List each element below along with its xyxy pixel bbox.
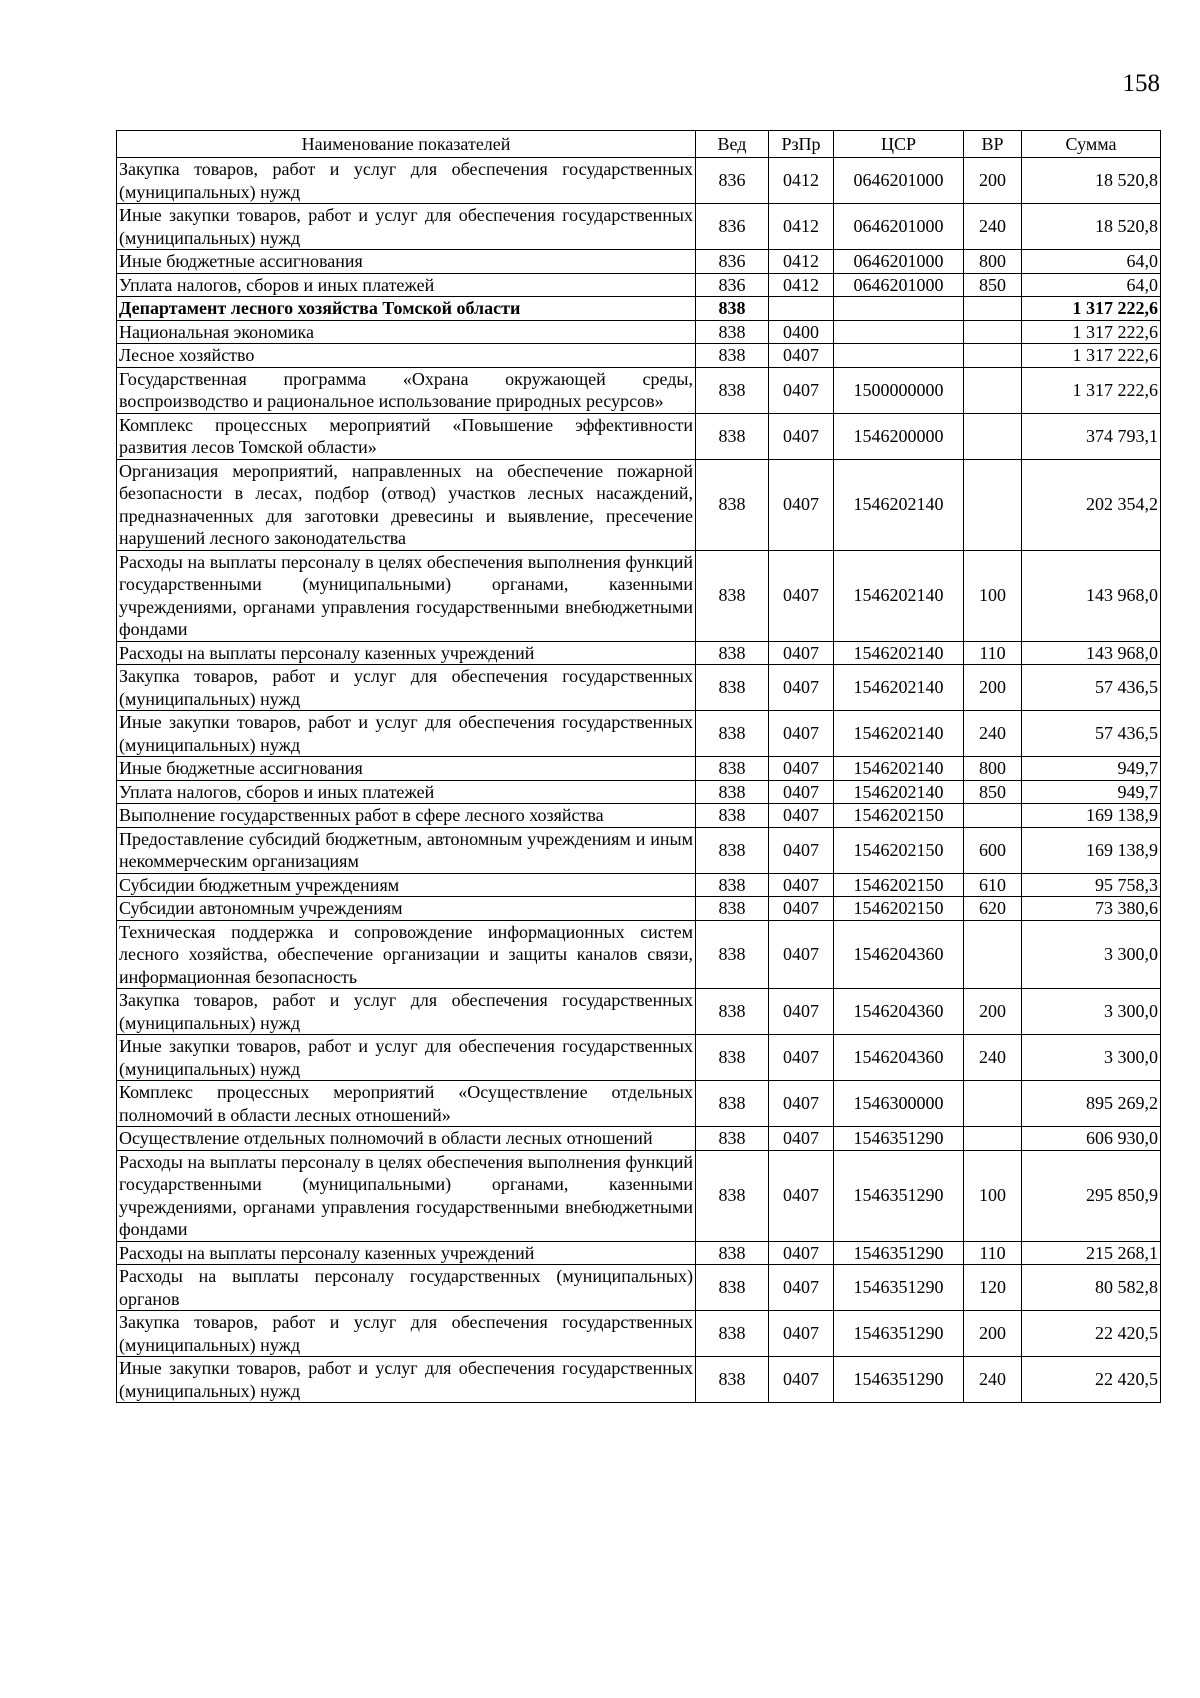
cell-ved: 838 <box>696 297 769 321</box>
cell-ved: 838 <box>696 1035 769 1081</box>
cell-csr: 1500000000 <box>834 367 964 413</box>
cell-name: Государственная программа «Охрана окружающей среды, воспроизводство и рациональное использование природных ресурсов» <box>117 367 696 413</box>
table-row <box>117 1127 1161 1151</box>
cell-rzpr: 0407 <box>769 827 834 873</box>
cell-ved: 838 <box>696 550 769 641</box>
cell-vr: 850 <box>964 780 1022 804</box>
cell-rzpr <box>769 297 834 321</box>
header-sum: Сумма <box>1022 131 1161 158</box>
cell-csr: 1546351290 <box>834 1150 964 1241</box>
cell-vr <box>964 344 1022 368</box>
cell-sum: 64,0 <box>1022 273 1161 297</box>
table-row <box>117 757 1161 781</box>
cell-sum: 169 138,9 <box>1022 827 1161 873</box>
cell-sum: 169 138,9 <box>1022 804 1161 828</box>
header-csr: ЦСР <box>834 131 964 158</box>
cell-name: Уплата налогов, сборов и иных платежей <box>117 780 696 804</box>
cell-vr: 110 <box>964 641 1022 665</box>
cell-csr: 1546300000 <box>834 1081 964 1127</box>
cell-vr: 200 <box>964 989 1022 1035</box>
table-row <box>117 897 1161 921</box>
cell-rzpr: 0407 <box>769 920 834 989</box>
cell-vr: 200 <box>964 158 1022 204</box>
header-rzpr: РзПр <box>769 131 834 158</box>
cell-csr: 0646201000 <box>834 158 964 204</box>
budget-table <box>116 130 1161 1403</box>
table-row <box>117 250 1161 274</box>
cell-name: Предоставление субсидий бюджетным, автономным учреждениям и иным некоммерческим организациям <box>117 827 696 873</box>
table-header-row <box>117 131 1161 158</box>
cell-name: Иные закупки товаров, работ и услуг для обеспечения государственных (муниципальных) нужд <box>117 1035 696 1081</box>
cell-csr <box>834 344 964 368</box>
cell-sum: 22 420,5 <box>1022 1311 1161 1357</box>
cell-rzpr: 0407 <box>769 897 834 921</box>
cell-sum: 95 758,3 <box>1022 873 1161 897</box>
cell-ved: 838 <box>696 1265 769 1311</box>
cell-name: Выполнение государственных работ в сфере лесного хозяйства <box>117 804 696 828</box>
cell-vr <box>964 297 1022 321</box>
cell-ved: 836 <box>696 204 769 250</box>
cell-sum: 18 520,8 <box>1022 158 1161 204</box>
table-row <box>117 550 1161 641</box>
cell-rzpr: 0407 <box>769 344 834 368</box>
table-row <box>117 920 1161 989</box>
table-row <box>117 1357 1161 1403</box>
cell-csr: 1546202140 <box>834 711 964 757</box>
cell-csr: 1546351290 <box>834 1357 964 1403</box>
cell-csr: 1546204360 <box>834 989 964 1035</box>
cell-sum: 202 354,2 <box>1022 459 1161 550</box>
cell-rzpr: 0407 <box>769 459 834 550</box>
cell-vr <box>964 1081 1022 1127</box>
cell-csr: 1546202150 <box>834 827 964 873</box>
cell-ved: 838 <box>696 665 769 711</box>
cell-ved: 838 <box>696 827 769 873</box>
table-row <box>117 1265 1161 1311</box>
table-row <box>117 204 1161 250</box>
cell-csr <box>834 320 964 344</box>
cell-sum: 1 317 222,6 <box>1022 367 1161 413</box>
cell-ved: 838 <box>696 757 769 781</box>
table-row <box>117 641 1161 665</box>
cell-sum: 949,7 <box>1022 780 1161 804</box>
cell-rzpr: 0407 <box>769 413 834 459</box>
cell-csr: 1546204360 <box>834 1035 964 1081</box>
header-ved: Вед <box>696 131 769 158</box>
cell-name: Закупка товаров, работ и услуг для обеспечения государственных (муниципальных) нужд <box>117 158 696 204</box>
cell-sum: 3 300,0 <box>1022 989 1161 1035</box>
cell-rzpr: 0407 <box>769 665 834 711</box>
cell-ved: 838 <box>696 344 769 368</box>
table-row <box>117 804 1161 828</box>
table-row <box>117 1081 1161 1127</box>
cell-vr: 200 <box>964 665 1022 711</box>
cell-vr: 240 <box>964 204 1022 250</box>
cell-vr <box>964 367 1022 413</box>
cell-vr: 100 <box>964 1150 1022 1241</box>
cell-sum: 1 317 222,6 <box>1022 297 1161 321</box>
cell-vr <box>964 920 1022 989</box>
cell-rzpr: 0407 <box>769 1357 834 1403</box>
table-row <box>117 1035 1161 1081</box>
cell-csr: 1546200000 <box>834 413 964 459</box>
cell-ved: 838 <box>696 1150 769 1241</box>
cell-ved: 838 <box>696 367 769 413</box>
cell-rzpr: 0407 <box>769 1127 834 1151</box>
cell-ved: 838 <box>696 641 769 665</box>
cell-ved: 838 <box>696 989 769 1035</box>
cell-name: Иные бюджетные ассигнования <box>117 250 696 274</box>
cell-vr: 800 <box>964 250 1022 274</box>
cell-csr: 1546202140 <box>834 757 964 781</box>
cell-name: Субсидии бюджетным учреждениям <box>117 873 696 897</box>
table-row <box>117 780 1161 804</box>
cell-vr: 200 <box>964 1311 1022 1357</box>
table-row <box>117 1241 1161 1265</box>
table-row <box>117 1311 1161 1357</box>
cell-name: Организация мероприятий, направленных на обеспечение пожарной безопасности в лесах, подбор (отвод) участков лесных насаждений, предназначенных для заготовки древесины и выявление, пресечение нарушений лесного законодательства <box>117 459 696 550</box>
cell-sum: 215 268,1 <box>1022 1241 1161 1265</box>
table-row <box>117 827 1161 873</box>
cell-rzpr: 0407 <box>769 804 834 828</box>
cell-sum: 3 300,0 <box>1022 1035 1161 1081</box>
cell-rzpr: 0412 <box>769 204 834 250</box>
cell-rzpr: 0407 <box>769 550 834 641</box>
cell-name: Закупка товаров, работ и услуг для обеспечения государственных (муниципальных) нужд <box>117 665 696 711</box>
cell-ved: 836 <box>696 158 769 204</box>
table-row <box>117 873 1161 897</box>
cell-csr: 1546202140 <box>834 459 964 550</box>
table-row <box>117 344 1161 368</box>
cell-csr: 1546351290 <box>834 1241 964 1265</box>
cell-sum: 374 793,1 <box>1022 413 1161 459</box>
cell-vr <box>964 804 1022 828</box>
cell-name: Иные закупки товаров, работ и услуг для обеспечения государственных (муниципальных) нужд <box>117 204 696 250</box>
header-name: Наименование показателей <box>117 131 696 158</box>
cell-sum: 895 269,2 <box>1022 1081 1161 1127</box>
cell-rzpr: 0407 <box>769 780 834 804</box>
cell-csr: 1546351290 <box>834 1127 964 1151</box>
cell-ved: 838 <box>696 780 769 804</box>
table-row <box>117 297 1161 321</box>
cell-rzpr: 0407 <box>769 1241 834 1265</box>
cell-vr <box>964 1127 1022 1151</box>
cell-ved: 838 <box>696 459 769 550</box>
cell-rzpr: 0412 <box>769 158 834 204</box>
cell-name: Национальная экономика <box>117 320 696 344</box>
cell-name: Лесное хозяйство <box>117 344 696 368</box>
cell-sum: 3 300,0 <box>1022 920 1161 989</box>
cell-vr: 110 <box>964 1241 1022 1265</box>
cell-rzpr: 0407 <box>769 711 834 757</box>
cell-csr: 1546202150 <box>834 897 964 921</box>
cell-ved: 838 <box>696 1081 769 1127</box>
table-row <box>117 989 1161 1035</box>
cell-ved: 838 <box>696 804 769 828</box>
cell-csr: 0646201000 <box>834 273 964 297</box>
cell-rzpr: 0400 <box>769 320 834 344</box>
cell-name: Иные закупки товаров, работ и услуг для обеспечения государственных (муниципальных) нужд <box>117 711 696 757</box>
cell-ved: 836 <box>696 273 769 297</box>
cell-vr <box>964 320 1022 344</box>
cell-sum: 143 968,0 <box>1022 641 1161 665</box>
cell-csr: 1546351290 <box>834 1265 964 1311</box>
cell-sum: 606 930,0 <box>1022 1127 1161 1151</box>
cell-name: Техническая поддержка и сопровождение информационных систем лесного хозяйства, обеспечение организации и защиты каналов связи, информационная безопасность <box>117 920 696 989</box>
cell-sum: 295 850,9 <box>1022 1150 1161 1241</box>
cell-name: Расходы на выплаты персоналу в целях обеспечения выполнения функций государственными (муниципальными) органами, казенными учреждениями, органами управления государственными внебюджетными фондами <box>117 1150 696 1241</box>
cell-sum: 949,7 <box>1022 757 1161 781</box>
cell-csr: 1546202140 <box>834 550 964 641</box>
cell-vr: 620 <box>964 897 1022 921</box>
cell-rzpr: 0407 <box>769 1081 834 1127</box>
cell-ved: 838 <box>696 897 769 921</box>
table-row <box>117 273 1161 297</box>
cell-name: Уплата налогов, сборов и иных платежей <box>117 273 696 297</box>
cell-rzpr: 0407 <box>769 1035 834 1081</box>
cell-vr: 120 <box>964 1265 1022 1311</box>
cell-ved: 836 <box>696 250 769 274</box>
cell-ved: 838 <box>696 413 769 459</box>
table-row <box>117 413 1161 459</box>
cell-vr: 240 <box>964 1035 1022 1081</box>
cell-csr: 1546204360 <box>834 920 964 989</box>
cell-csr: 0646201000 <box>834 250 964 274</box>
cell-ved: 838 <box>696 1241 769 1265</box>
cell-rzpr: 0407 <box>769 1265 834 1311</box>
cell-csr: 1546202150 <box>834 804 964 828</box>
table-row <box>117 1150 1161 1241</box>
cell-vr: 600 <box>964 827 1022 873</box>
cell-rzpr: 0412 <box>769 250 834 274</box>
cell-name: Расходы на выплаты персоналу казенных учреждений <box>117 1241 696 1265</box>
header-vr: ВР <box>964 131 1022 158</box>
cell-sum: 57 436,5 <box>1022 711 1161 757</box>
cell-rzpr: 0407 <box>769 873 834 897</box>
table-row <box>117 711 1161 757</box>
cell-name: Субсидии автономным учреждениям <box>117 897 696 921</box>
cell-csr: 0646201000 <box>834 204 964 250</box>
cell-ved: 838 <box>696 920 769 989</box>
cell-sum: 22 420,5 <box>1022 1357 1161 1403</box>
cell-rzpr: 0407 <box>769 1150 834 1241</box>
cell-name: Расходы на выплаты персоналу в целях обеспечения выполнения функций государственными (муниципальными) органами, казенными учреждениями, органами управления государственными внебюджетными фондами <box>117 550 696 641</box>
cell-sum: 1 317 222,6 <box>1022 344 1161 368</box>
cell-name: Иные бюджетные ассигнования <box>117 757 696 781</box>
cell-csr: 1546202140 <box>834 780 964 804</box>
cell-sum: 64,0 <box>1022 250 1161 274</box>
cell-name: Закупка товаров, работ и услуг для обеспечения государственных (муниципальных) нужд <box>117 989 696 1035</box>
cell-name: Осуществление отдельных полномочий в области лесных отношений <box>117 1127 696 1151</box>
cell-sum: 73 380,6 <box>1022 897 1161 921</box>
cell-vr: 100 <box>964 550 1022 641</box>
cell-vr: 800 <box>964 757 1022 781</box>
cell-name: Закупка товаров, работ и услуг для обеспечения государственных (муниципальных) нужд <box>117 1311 696 1357</box>
cell-csr: 1546202150 <box>834 873 964 897</box>
cell-vr <box>964 413 1022 459</box>
cell-sum: 143 968,0 <box>1022 550 1161 641</box>
cell-name: Комплекс процессных мероприятий «Повышение эффективности развития лесов Томской области» <box>117 413 696 459</box>
cell-name: Иные закупки товаров, работ и услуг для обеспечения государственных (муниципальных) нужд <box>117 1357 696 1403</box>
cell-name: Расходы на выплаты персоналу государственных (муниципальных) органов <box>117 1265 696 1311</box>
cell-vr: 610 <box>964 873 1022 897</box>
cell-rzpr: 0407 <box>769 989 834 1035</box>
cell-sum: 80 582,8 <box>1022 1265 1161 1311</box>
cell-sum: 18 520,8 <box>1022 204 1161 250</box>
cell-name: Департамент лесного хозяйства Томской области <box>117 297 696 321</box>
table-row <box>117 367 1161 413</box>
cell-name: Комплекс процессных мероприятий «Осуществление отдельных полномочий в области лесных отношений» <box>117 1081 696 1127</box>
cell-rzpr: 0412 <box>769 273 834 297</box>
page-number: 158 <box>1122 70 1160 97</box>
cell-ved: 838 <box>696 1127 769 1151</box>
table-row <box>117 665 1161 711</box>
cell-vr <box>964 459 1022 550</box>
cell-ved: 838 <box>696 1357 769 1403</box>
cell-ved: 838 <box>696 1311 769 1357</box>
cell-vr: 240 <box>964 1357 1022 1403</box>
cell-csr: 1546202140 <box>834 641 964 665</box>
cell-ved: 838 <box>696 320 769 344</box>
table-row <box>117 158 1161 204</box>
cell-vr: 240 <box>964 711 1022 757</box>
cell-name: Расходы на выплаты персоналу казенных учреждений <box>117 641 696 665</box>
cell-sum: 1 317 222,6 <box>1022 320 1161 344</box>
cell-rzpr: 0407 <box>769 367 834 413</box>
cell-sum: 57 436,5 <box>1022 665 1161 711</box>
cell-csr <box>834 297 964 321</box>
table-row <box>117 320 1161 344</box>
cell-ved: 838 <box>696 711 769 757</box>
cell-vr: 850 <box>964 273 1022 297</box>
cell-csr: 1546351290 <box>834 1311 964 1357</box>
cell-rzpr: 0407 <box>769 757 834 781</box>
cell-rzpr: 0407 <box>769 1311 834 1357</box>
cell-csr: 1546202140 <box>834 665 964 711</box>
cell-rzpr: 0407 <box>769 641 834 665</box>
table-row <box>117 459 1161 550</box>
cell-ved: 838 <box>696 873 769 897</box>
